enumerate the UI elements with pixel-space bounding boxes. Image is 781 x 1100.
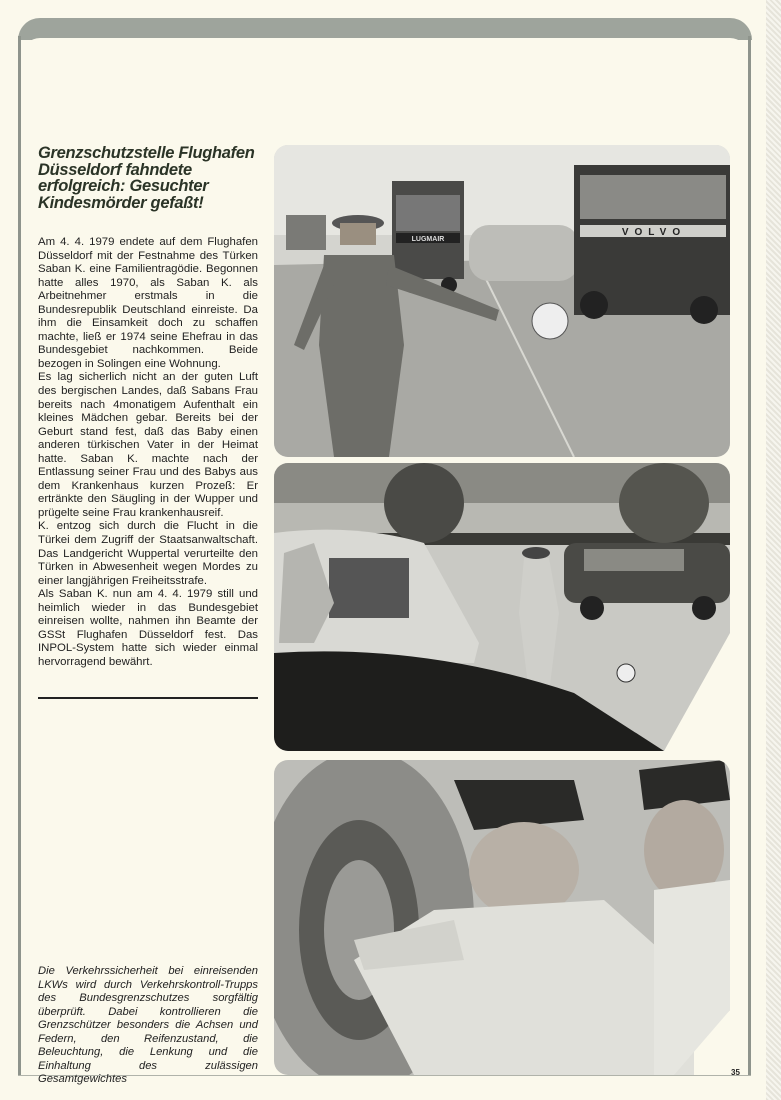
photo-tyre-inspection [274, 760, 730, 1075]
article-paragraph: K. entzog sich durch die Flucht in die Türkei dem Zugriff der Staatsanwaltschaft. Das Landgericht Wuppertal verurteilte den Türken in Abwesenheit wegen Mordes zu einer langjährigen Freiheitsstrafe. [38, 520, 258, 587]
frame-top-band [18, 18, 752, 40]
truck-brand-text: VOLVO [621, 227, 687, 238]
article-paragraph: Am 4. 4. 1979 endete auf dem Flughafen Düsseldorf mit der Festnahme des Türken Saban K. eine Familientragödie. Begonnen hatte alles 1970, als Saban K. als Arbeitnehmer erstmals in die Bundesrepublik Deutschland einreiste. Da ihm die Einsamkeit doch zu schaffen machte, ließ er 1974 seine Ehefrau in das Bundesgebiet nachkommen. Beide bezogen in Solingen eine Wohnung. [38, 236, 258, 370]
article-end-rule [38, 697, 258, 699]
article-headline: Grenzschutzstelle Flughafen Düsseldorf fahndete erfolgreich: Gesuchter Kindesmörder gefaßt! [38, 144, 255, 212]
article-body [38, 236, 258, 670]
frame-inner [22, 38, 748, 68]
frame-left-border [18, 36, 21, 1076]
article-paragraph: Es lag sicherlich nicht an der guten Luft des bergischen Landes, daß Sabans Frau bereits nach 4monatigem Aufenthalt ein kleines Mädchen gebar. Bereits bei der Geburt stand fest, daß das Baby einen anderen türkischen Vater in der Heimat hatte. Saban K. machte nach der Entlassung seiner Frau und des Babys aus dem Krankenhaus kurzen Prozeß: Er ertränkte den Säugling in der Wupper und prügelte seine Frau krankenhausreif. [38, 371, 258, 519]
photo-caption: Die Verkehrssicherheit bei einreisenden LKWs wird durch Verkehrskontroll-Trupps des Bundesgrenzschutzes sorgfältig überprüft. Dabei kontrollieren die Grenzschützer besonders die Achsen und Federn, den Reifenzustand, die Beleuchtung, die Lenkung und die Einhaltung des zulässigen Gesamtgewichtes [38, 965, 258, 1085]
photo-truck-checkpoint [274, 145, 730, 457]
photo-car-control [274, 463, 730, 751]
page-number: 35 [731, 1068, 740, 1077]
frame-right-border [748, 36, 751, 1076]
article-paragraph: Als Saban K. nun am 4. 4. 1979 still und heimlich wieder in das Bundesgebiet einreisen wollte, nahmen ihn Beamte der GSSt Flughafen Düsseldorf fest. Das INPOL-System hatte sich wieder einmal hervorragend bewährt. [38, 588, 258, 668]
truck-sign-text: LUGMAIR [411, 236, 445, 243]
scan-edge [766, 0, 781, 1100]
